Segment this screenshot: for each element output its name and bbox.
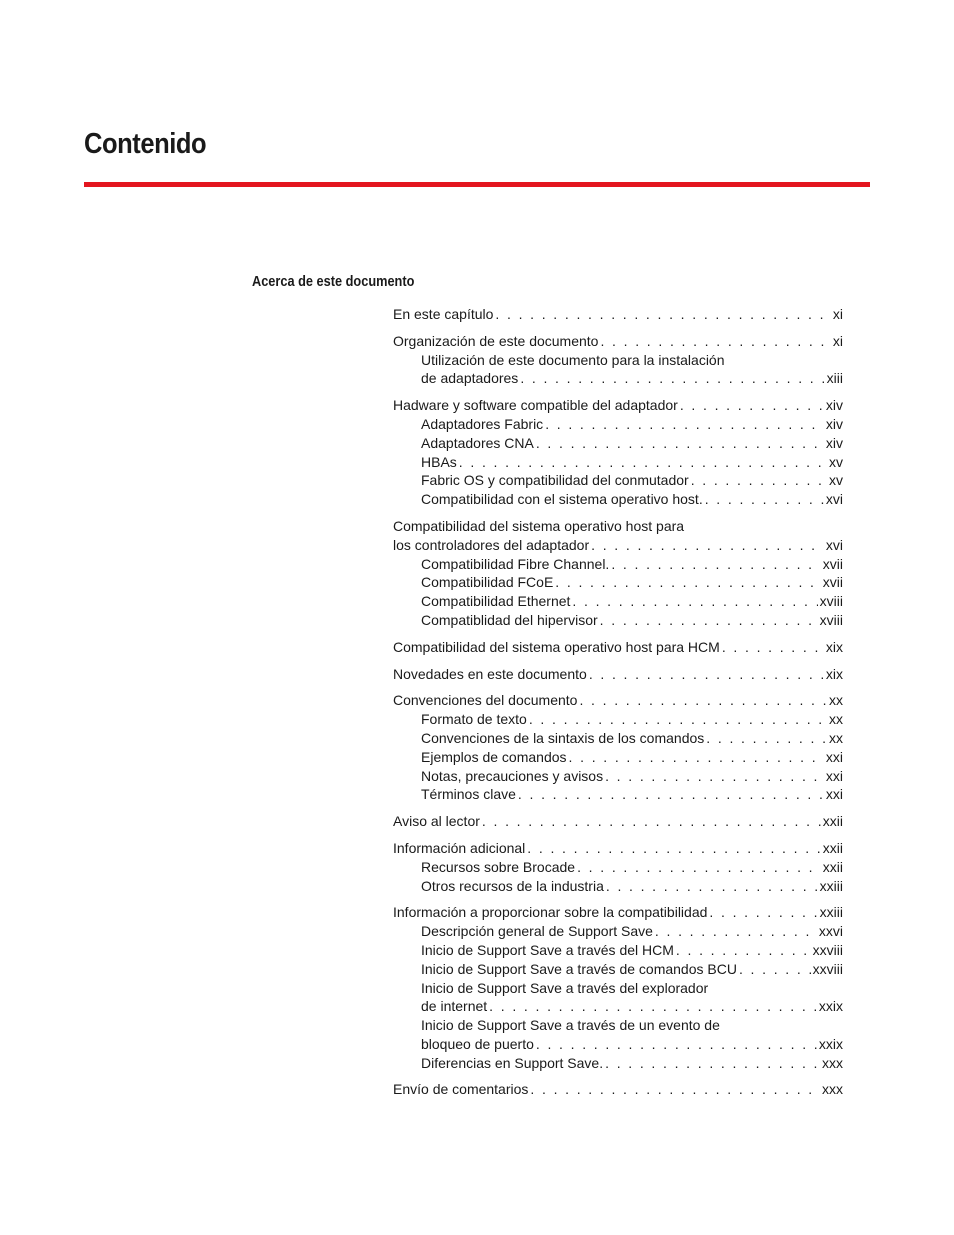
toc-entry-title: Ejemplos de comandos (421, 748, 567, 765)
toc-entry-title: Notas, precauciones y avisos (421, 767, 604, 784)
toc-entry-title: Inicio de Support Save a través del explorador (421, 979, 709, 996)
toc-leader-dots (536, 1035, 817, 1054)
toc-leader-dots (709, 903, 817, 922)
toc-subentry[interactable] (393, 573, 843, 592)
toc-entry (393, 517, 843, 536)
toc-entry-title: HBAs (421, 453, 457, 470)
toc-page-number: xxii (822, 813, 843, 830)
toc-page-number: xxix (818, 998, 843, 1015)
toc-page-number: xiv (825, 397, 843, 414)
toc-entry-title: Formato de texto (421, 711, 527, 728)
toc-entry[interactable] (393, 396, 843, 415)
toc-leader-dots (529, 710, 827, 729)
toc-leader-dots (680, 396, 824, 415)
toc-page-number: xiii (826, 370, 843, 387)
toc-entry[interactable] (393, 332, 843, 351)
toc-leader-dots (569, 748, 824, 767)
toc-page-number: xv (829, 472, 843, 489)
toc-page-number: xvii (822, 574, 843, 591)
toc-entry-title: Convenciones de la sintaxis de los comandos (421, 729, 705, 746)
toc-entry-title: En este capítulo (393, 306, 494, 322)
toc-group (393, 1080, 843, 1099)
toc-entry-title: Información adicional (393, 839, 526, 856)
toc-entry-title: Inicio de Support Save a través de un evento de (421, 1017, 720, 1034)
toc-leader-dots (676, 941, 811, 960)
page-title: Contenido (84, 128, 207, 160)
toc-leader-dots (527, 839, 820, 858)
toc-page-number: xviii (819, 611, 843, 628)
toc-subentry[interactable] (393, 453, 843, 472)
toc-page-number: xxx (822, 1081, 843, 1098)
toc-subentry[interactable] (393, 1054, 843, 1073)
toc-page-number: xxiii (819, 877, 843, 894)
toc-subentry[interactable] (393, 611, 843, 630)
toc-page-number: xi (832, 306, 843, 322)
toc-leader-dots (520, 369, 824, 388)
toc-page-number: xviii (819, 593, 843, 610)
toc-leader-dots (495, 305, 830, 324)
toc-leader-dots (482, 812, 821, 831)
toc-group (393, 665, 843, 684)
toc-entry-title: Organización de este documento (393, 332, 599, 349)
toc-entry-title: Aviso al lector (393, 813, 480, 830)
toc-subentry[interactable] (393, 748, 843, 767)
toc-entry-title: Diferencias en Support Save. (421, 1054, 604, 1071)
toc-subentry[interactable] (393, 785, 843, 804)
toc-entry[interactable] (393, 812, 843, 831)
toc-subentry[interactable] (393, 490, 843, 509)
toc-entry-title: Descripción general de Support Save (421, 923, 653, 940)
toc-subentry[interactable] (393, 729, 843, 748)
toc-entry-title: Adaptadores CNA (421, 434, 534, 451)
toc-leader-dots (589, 665, 824, 684)
toc-page-number: xx (829, 692, 843, 709)
toc-subentry[interactable] (393, 555, 843, 574)
title-rule (84, 182, 870, 187)
toc-page-number: xxix (818, 1035, 843, 1052)
toc-leader-dots (600, 611, 818, 630)
toc-leader-dots (705, 490, 824, 509)
toc-leader-dots (579, 691, 827, 710)
toc-entry-title: Fabric OS y compatibilidad del conmutador (421, 472, 689, 489)
toc-page-number: xxi (825, 748, 843, 765)
toc-leader-dots (591, 536, 824, 555)
toc-subentry[interactable] (393, 592, 843, 611)
toc-subentry[interactable] (393, 922, 843, 941)
toc-leader-dots (577, 858, 821, 877)
toc-leader-dots (530, 1080, 820, 1099)
toc-page-number: xxiii (819, 904, 843, 921)
toc-entry-title: Información a proporcionar sobre la compatibilidad (393, 904, 708, 921)
toc-group (393, 638, 843, 657)
toc-page-number: xi (832, 332, 843, 349)
toc-entry[interactable] (393, 903, 843, 922)
toc-entry[interactable] (393, 638, 843, 657)
toc-leader-dots (518, 785, 824, 804)
table-of-contents (393, 305, 843, 1107)
toc-entry-title: Compatibilidad con el sistema operativo host. (421, 491, 703, 508)
toc-entry-title: Compatiblidad del hipervisor (421, 611, 598, 628)
toc-subentry[interactable] (393, 415, 843, 434)
toc-subentry[interactable] (393, 434, 843, 453)
toc-group (393, 903, 843, 1072)
toc-page-number: xvi (825, 491, 843, 508)
toc-entry-title: Compatibilidad del sistema operativo host para HCM (393, 638, 720, 655)
toc-entry-title: Inicio de Support Save a través del HCM (421, 941, 674, 958)
toc-page-number: xvii (822, 555, 843, 572)
toc-leader-dots (691, 471, 827, 490)
toc-entry-title: bloqueo de puerto (421, 1035, 534, 1052)
toc-group (393, 332, 843, 388)
toc-entry-title: Envío de comentarios (393, 1081, 529, 1098)
toc-leader-dots (722, 638, 824, 657)
toc-entry-title: Términos clave (421, 786, 516, 803)
toc-leader-dots (555, 573, 820, 592)
toc-page-number: xix (825, 638, 843, 655)
toc-group (393, 517, 843, 630)
toc-entry-title: los controladores del adaptador (393, 536, 590, 553)
toc-entry-title: Inicio de Support Save a través de comandos BCU (421, 960, 737, 977)
toc-entry-title: Otros recursos de la industria (421, 877, 604, 894)
toc-group (393, 691, 843, 804)
toc-subentry (393, 351, 843, 370)
toc-page-number: xiv (825, 415, 843, 432)
toc-subentry[interactable] (393, 858, 843, 877)
toc-entry[interactable] (393, 536, 843, 555)
toc-entry[interactable] (393, 839, 843, 858)
toc-leader-dots (572, 592, 817, 611)
toc-entry-title: Compatibilidad del sistema operativo host para (393, 517, 685, 534)
toc-page-number: xxviii (812, 960, 843, 977)
toc-leader-dots (606, 877, 818, 896)
toc-entry-title: Novedades en este documento (393, 665, 587, 682)
toc-entry-title: Compatibilidad Fibre Channel. (421, 555, 610, 572)
toc-page-number: xvi (825, 536, 843, 553)
toc-group (393, 396, 843, 509)
toc-subentry (393, 1016, 843, 1035)
toc-subentry[interactable] (393, 960, 843, 979)
toc-page-number: xx (829, 729, 843, 746)
toc-entry[interactable] (393, 305, 843, 324)
toc-leader-dots (536, 434, 824, 453)
toc-group (393, 839, 843, 895)
toc-entry-title: Adaptadores Fabric (421, 415, 544, 432)
toc-entry-title: de internet (421, 998, 488, 1015)
toc-leader-dots (545, 415, 824, 434)
toc-entry[interactable] (393, 691, 843, 710)
toc-leader-dots (489, 997, 817, 1016)
toc-page-number: xx (829, 711, 843, 728)
toc-page-number: xxviii (812, 941, 843, 958)
toc-page-number: xxi (825, 767, 843, 784)
toc-subentry[interactable] (393, 369, 843, 388)
toc-entry-title: Recursos sobre Brocade (421, 858, 576, 875)
toc-entry-title: Utilización de este documento para la instalación (421, 351, 725, 368)
toc-page-number: xxvi (818, 923, 843, 940)
toc-leader-dots (706, 729, 827, 748)
toc-subentry[interactable] (393, 1035, 843, 1054)
toc-page-number: xxx (822, 1054, 843, 1071)
chapter-heading: Acerca de este documento (252, 274, 415, 290)
toc-subentry[interactable] (393, 471, 843, 490)
toc-group (393, 305, 843, 324)
toc-entry-title: Compatibilidad Ethernet (421, 593, 571, 610)
toc-subentry[interactable] (393, 877, 843, 896)
toc-leader-dots (739, 960, 811, 979)
toc-entry[interactable] (393, 1080, 843, 1099)
toc-leader-dots (459, 453, 827, 472)
toc-entry-title: Hadware y software compatible del adaptador (393, 397, 678, 414)
toc-leader-dots (611, 555, 820, 574)
toc-page-number: xv (829, 453, 843, 470)
toc-subentry[interactable] (393, 941, 843, 960)
toc-leader-dots (605, 767, 824, 786)
toc-leader-dots (655, 922, 817, 941)
toc-page-number: xxi (825, 786, 843, 803)
toc-entry-title: de adaptadores (421, 370, 519, 387)
toc-entry-title: Convenciones del documento (393, 692, 578, 709)
toc-subentry[interactable] (393, 710, 843, 729)
toc-page-number: xxii (822, 839, 843, 856)
toc-entry-title: Compatibilidad FCoE (421, 574, 554, 591)
toc-entry[interactable] (393, 665, 843, 684)
toc-page-number: xiv (825, 434, 843, 451)
toc-group (393, 812, 843, 831)
toc-leader-dots (605, 1054, 820, 1073)
toc-subentry[interactable] (393, 767, 843, 786)
toc-leader-dots (600, 332, 830, 351)
toc-page-number: xix (825, 665, 843, 682)
toc-subentry (393, 979, 843, 998)
toc-page-number: xxii (822, 858, 843, 875)
toc-subentry[interactable] (393, 997, 843, 1016)
